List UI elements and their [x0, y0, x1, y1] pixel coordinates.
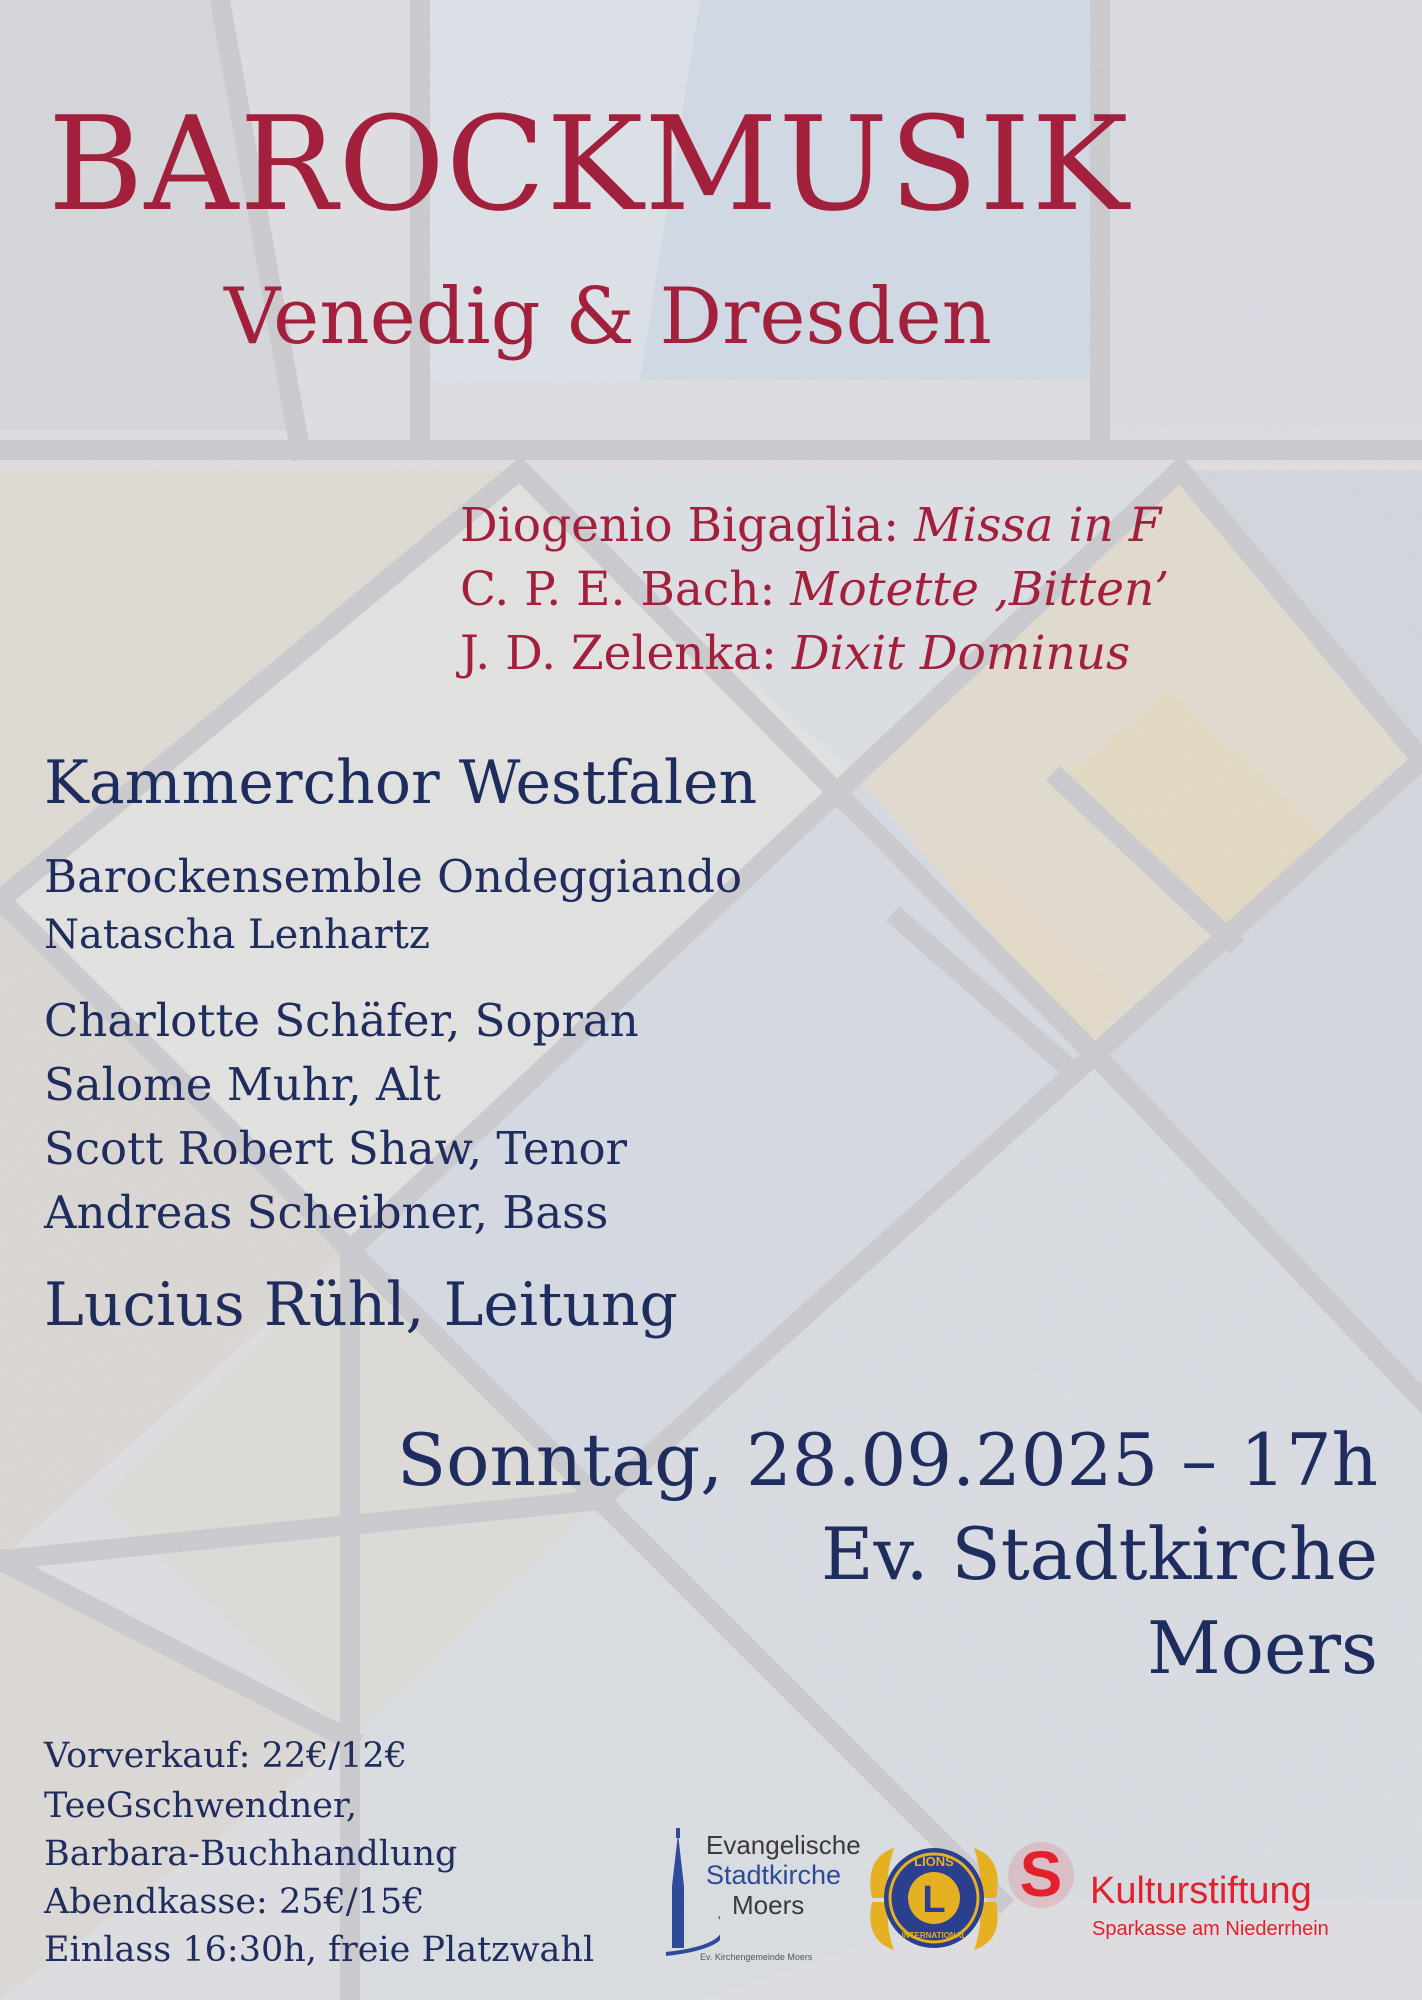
- program-composer: Diogenio Bigaglia:: [460, 498, 900, 553]
- lions-emblem: [864, 1828, 1004, 1968]
- event-venue: Ev. Stadtkirche: [820, 1512, 1378, 1596]
- church-logo-line1: Evangelische: [706, 1830, 861, 1860]
- program-work: Missa in F: [914, 498, 1162, 553]
- conductor: Lucius Rühl, Leitung: [44, 1270, 678, 1340]
- ticket-info-line: Barbara-Buchhandlung: [44, 1834, 458, 1874]
- soloist: Scott Robert Shaw, Tenor: [44, 1122, 628, 1175]
- ensemble-name: Barockensemble Ondeggiando: [44, 850, 743, 903]
- sparkasse-sub: Sparkasse am Niederrhein: [1092, 1918, 1329, 1940]
- church-logo: [660, 1826, 870, 1968]
- church-logo-footer: Ev. Kirchengemeinde Moers: [700, 1952, 813, 1962]
- program-composer: C. P. E. Bach:: [460, 562, 776, 617]
- lions-emblem-top: LIONS: [914, 1854, 954, 1869]
- soloist: Andreas Scheibner, Bass: [44, 1186, 609, 1239]
- event-datetime: Sonntag, 28.09.2025 – 17h: [396, 1418, 1378, 1502]
- poster-title: BAROCKMUSIK: [48, 88, 1130, 240]
- sparkasse-logo: [1006, 1836, 1386, 1956]
- church-logo-line2: Stadtkirche: [706, 1860, 842, 1890]
- sparkasse-s-icon: [1006, 1840, 1076, 1910]
- ticket-info-line: Einlass 16:30h, freie Platzwahl: [44, 1930, 595, 1970]
- program-work: Motette ‚Bitten’: [790, 562, 1170, 617]
- church-logo-line3: Moers: [732, 1890, 805, 1920]
- program-item: [460, 562, 1169, 617]
- program-item: [460, 498, 1161, 553]
- sparkasse-name: Kulturstiftung: [1090, 1870, 1312, 1912]
- ensemble-lead: Natascha Lenhartz: [44, 912, 430, 958]
- lions-emblem-bottom: INTERNATIONAL: [901, 1931, 967, 1940]
- ticket-info-line: Abendkasse: 25€/15€: [44, 1882, 425, 1922]
- lions-emblem-center: L: [922, 1879, 946, 1921]
- ticket-info-line: TeeGschwendner,: [44, 1786, 358, 1826]
- program-work: Dixit Dominus: [791, 626, 1131, 681]
- ticket-info-line: Vorverkauf: 22€/12€: [44, 1736, 407, 1776]
- soloist: Charlotte Schäfer, Sopran: [44, 994, 639, 1047]
- event-city: Moers: [1146, 1606, 1378, 1690]
- choir-name: Kammerchor Westfalen: [44, 748, 758, 818]
- poster-subtitle: Venedig & Dresden: [224, 272, 992, 362]
- program-composer: J. D. Zelenka:: [460, 626, 777, 681]
- program-item: [460, 626, 1130, 681]
- soloist: Salome Muhr, Alt: [44, 1058, 441, 1111]
- sparkasse-s-symbol: S: [1019, 1840, 1063, 1910]
